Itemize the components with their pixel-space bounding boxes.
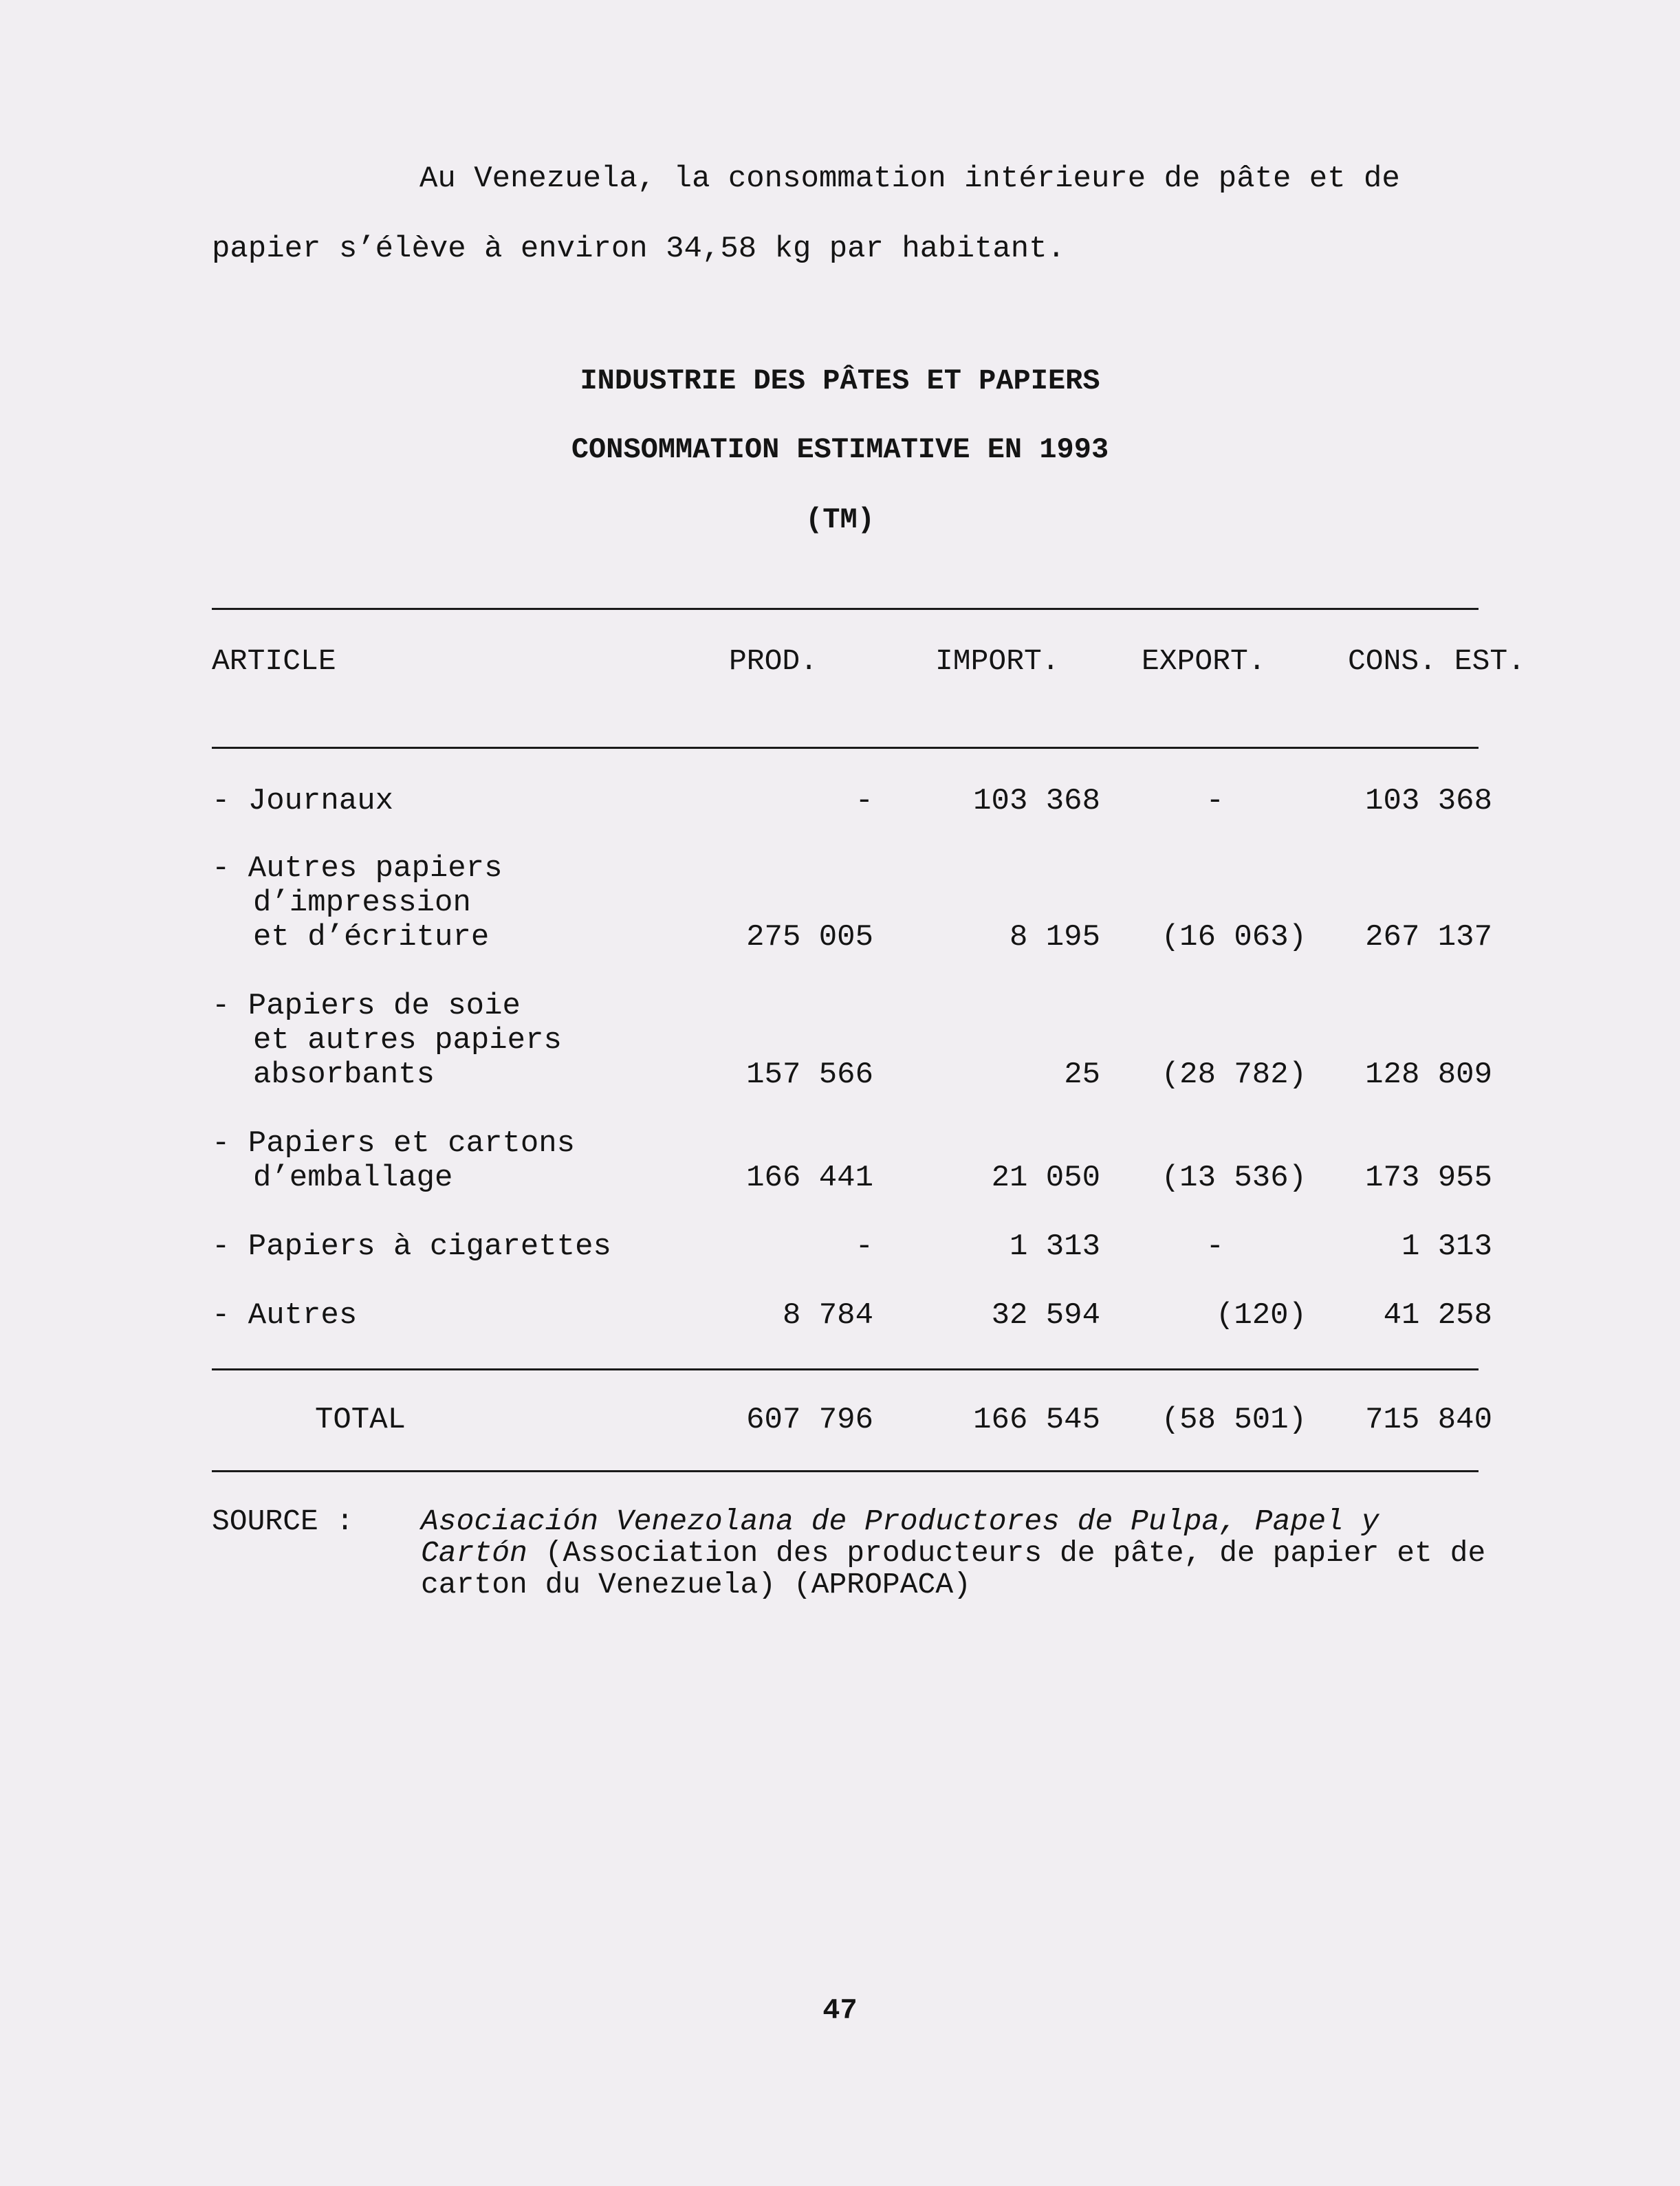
row-export: (16 063)	[1161, 920, 1307, 954]
header-article: ARTICLE	[212, 644, 336, 678]
row-prod: -	[855, 784, 873, 818]
source-org-french: (Association des producteurs de pâte, de papier et de carton du Venezuela) (APROPACA)	[421, 1536, 1486, 1602]
row-cons: 41 258	[1383, 1298, 1492, 1333]
row-prod: 8 784	[782, 1298, 873, 1333]
source-label: SOURCE :	[212, 1505, 354, 1538]
page-number: 47	[822, 1994, 858, 2027]
row-article-label: - Autres	[212, 1298, 358, 1333]
row-prod: -	[855, 1229, 873, 1264]
total-export: (58 501)	[1161, 1403, 1307, 1437]
row-import: 8 195	[1009, 920, 1100, 954]
row-import: 21 050	[991, 1161, 1100, 1195]
source-org-spanish: Asociación Venezolana de Productores de Pulpa, Papel y Cartón	[421, 1505, 1379, 1570]
row-article-label-cont: et autres papiers	[253, 1023, 562, 1058]
row-import: 1 313	[1009, 1229, 1100, 1264]
table-top-rule	[212, 608, 1479, 610]
row-article-label-cont: d’emballage	[253, 1161, 453, 1195]
table-title: INDUSTRIE DES PÂTES ET PAPIERS	[580, 364, 1100, 397]
total-cons: 715 840	[1365, 1403, 1492, 1437]
table-bottom-rule	[212, 1470, 1479, 1472]
table-unit: (TM)	[805, 503, 875, 536]
header-cons-est: CONS. EST.	[1348, 644, 1526, 678]
row-article-label: - Papiers à cigarettes	[212, 1229, 611, 1264]
row-import: 25	[1064, 1058, 1100, 1092]
row-cons: 128 809	[1365, 1058, 1492, 1092]
row-export: (13 536)	[1161, 1161, 1307, 1195]
row-prod: 157 566	[746, 1058, 873, 1092]
total-import: 166 545	[973, 1403, 1100, 1437]
intro-line-1: Au Venezuela, la consommation intérieure de pâte et de	[419, 162, 1400, 196]
header-prod: PROD.	[729, 644, 818, 678]
row-article-label-cont: et d’écriture	[253, 920, 490, 954]
row-article-label: - Autres papiers	[212, 851, 503, 886]
total-prod: 607 796	[746, 1403, 873, 1437]
row-article-label-cont: absorbants	[253, 1058, 435, 1092]
row-cons: 267 137	[1365, 920, 1492, 954]
header-import: IMPORT.	[935, 644, 1060, 678]
row-cons: 1 313	[1401, 1229, 1492, 1264]
row-import: 103 368	[973, 784, 1100, 818]
row-article-label: - Journaux	[212, 784, 394, 818]
source-text	[421, 1506, 1494, 1601]
row-import: 32 594	[991, 1298, 1100, 1333]
row-export: (28 782)	[1161, 1058, 1307, 1092]
table-total-rule	[212, 1368, 1479, 1370]
row-cons: 173 955	[1365, 1161, 1492, 1195]
row-export: -	[1206, 784, 1224, 818]
row-prod: 166 441	[746, 1161, 873, 1195]
total-label: TOTAL	[315, 1403, 406, 1437]
row-article-label: - Papiers et cartons	[212, 1126, 576, 1161]
row-prod: 275 005	[746, 920, 873, 954]
row-article-label: - Papiers de soie	[212, 989, 521, 1023]
row-export: (120)	[1215, 1298, 1307, 1333]
row-cons: 103 368	[1365, 784, 1492, 818]
header-export: EXPORT.	[1142, 644, 1266, 678]
row-export: -	[1206, 1229, 1224, 1264]
table-subtitle: CONSOMMATION ESTIMATIVE EN 1993	[571, 433, 1109, 466]
intro-line-2: papier s’élève à environ 34,58 kg par habitant.	[212, 232, 1066, 266]
table-header-rule	[212, 747, 1479, 749]
row-article-label-cont: d’impression	[253, 886, 471, 920]
